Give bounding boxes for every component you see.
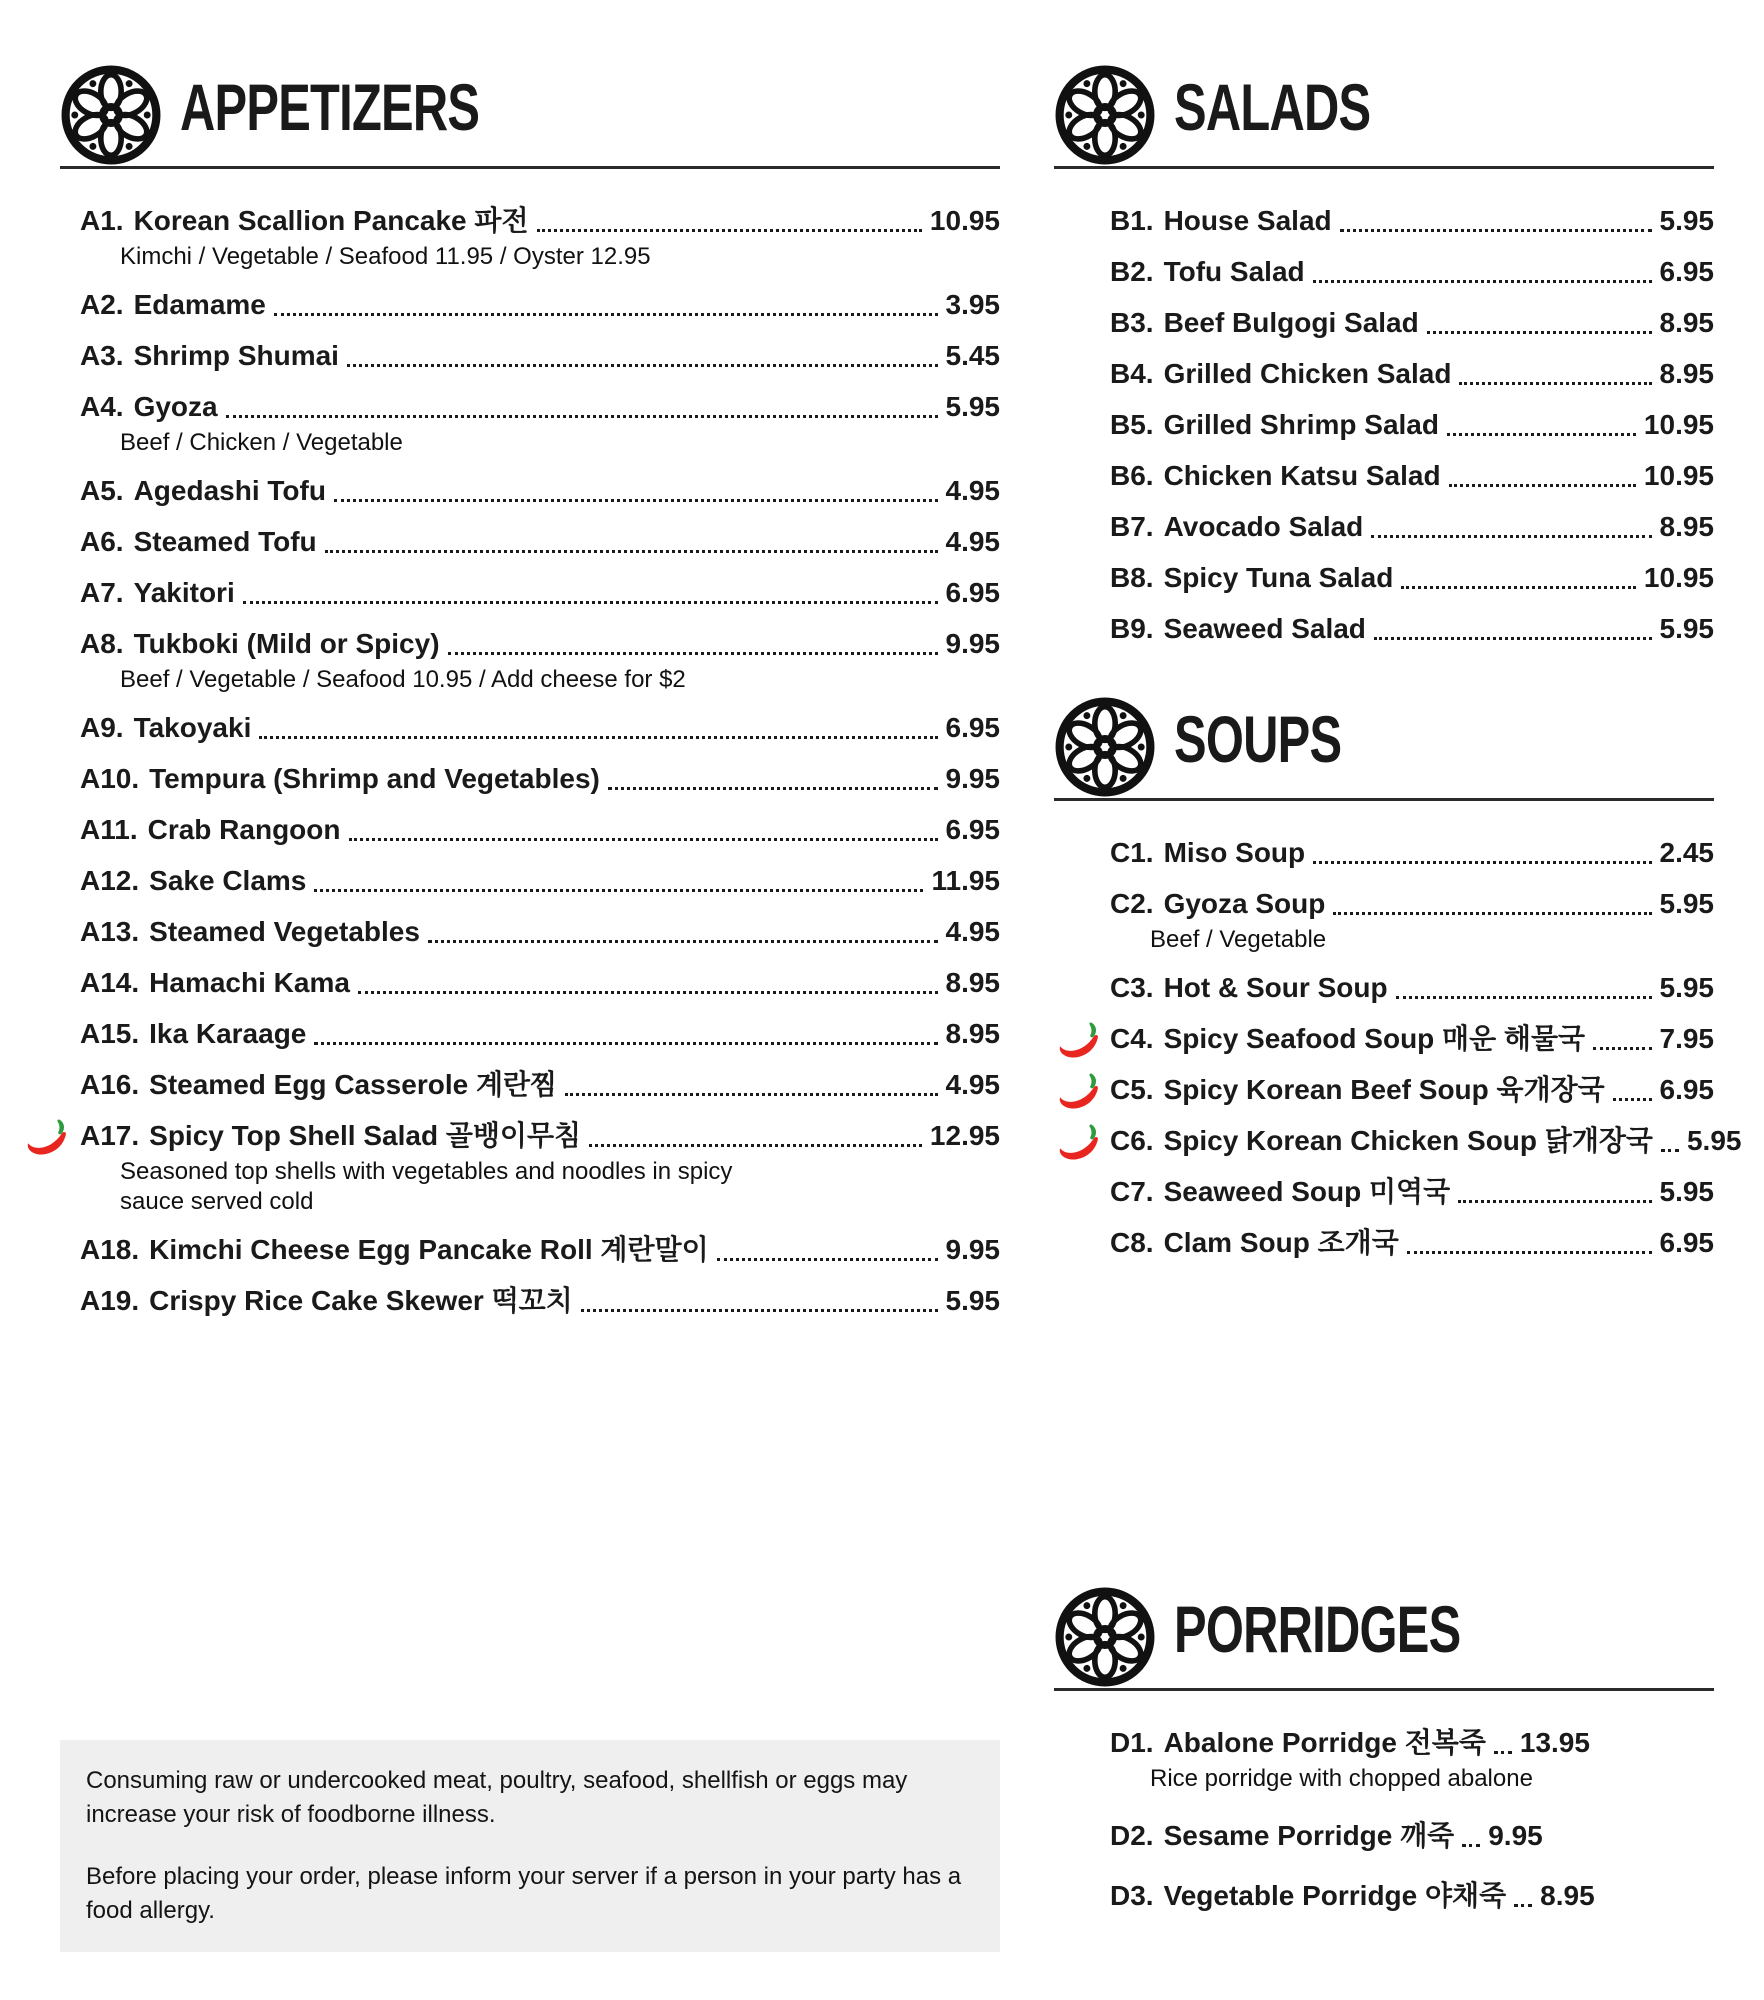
menu-item — [1054, 1878, 1714, 1914]
item-name: Tofu Salad — [1163, 256, 1305, 287]
dot-leader — [334, 499, 938, 502]
menu-item-row — [80, 287, 1000, 323]
menu-item-row — [1110, 1725, 1590, 1761]
menu-item — [1054, 509, 1714, 545]
item-name: Miso Soup — [1163, 837, 1306, 868]
menu-item-row — [1110, 458, 1714, 494]
item-number: B8. — [1110, 562, 1154, 593]
item-name: Spicy Top Shell Salad 골뱅이무침 — [149, 1120, 582, 1151]
menu-item-row — [1110, 1878, 1595, 1914]
item-price: 10.95 — [1643, 409, 1714, 440]
menu-item — [1054, 560, 1714, 596]
left-column — [60, 58, 1000, 2000]
item-number: A11. — [80, 814, 138, 845]
dot-leader — [581, 1309, 938, 1312]
item-price: 9.95 — [945, 1234, 1000, 1265]
item-price: 11.95 — [931, 865, 1000, 896]
dot-leader — [1613, 1098, 1652, 1101]
menu-item-row — [1110, 1123, 1742, 1159]
allergy-notice-line1: Consuming raw or undercooked meat, poultry, seafood, shellfish or eggs may increase your risk of foodborne illness. — [86, 1767, 908, 1828]
dot-leader — [1447, 433, 1636, 436]
dot-leader — [1462, 1844, 1480, 1847]
allergy-notice — [60, 1740, 1000, 1952]
section-appetizers — [60, 58, 1000, 1334]
salads-list — [1054, 203, 1714, 647]
flower-medallion-icon — [1054, 64, 1156, 166]
menu-item — [1054, 1072, 1714, 1108]
menu-item — [60, 1232, 1000, 1268]
menu-item — [1054, 1174, 1714, 1210]
item-price: 5.95 — [1659, 972, 1714, 1003]
dot-leader — [314, 889, 923, 892]
menu-item — [60, 863, 1000, 899]
item-description: Rice porridge with chopped abalone — [1150, 1765, 1533, 1792]
item-name: Ika Karaage — [149, 1018, 307, 1049]
item-number: C6. — [1110, 1125, 1154, 1156]
dot-leader — [1401, 586, 1636, 589]
dot-leader — [349, 838, 938, 841]
item-name: Spicy Tuna Salad — [1163, 562, 1394, 593]
menu-item-row — [1110, 1021, 1714, 1057]
menu-item — [1054, 835, 1714, 871]
item-price: 10.95 — [1643, 460, 1714, 491]
menu-item — [1054, 1021, 1714, 1057]
dot-leader — [226, 415, 938, 418]
chili-pepper-icon — [1056, 1070, 1102, 1112]
dot-leader — [347, 364, 938, 367]
item-number: A6. — [80, 526, 124, 557]
menu-item — [1054, 254, 1714, 290]
item-price: 9.95 — [1488, 1820, 1543, 1851]
menu-item — [60, 710, 1000, 746]
menu-item — [60, 1016, 1000, 1052]
item-name: Hamachi Kama — [149, 967, 350, 998]
menu-item — [1054, 1725, 1714, 1794]
menu-item-row — [80, 1067, 1000, 1103]
menu-item — [1054, 886, 1714, 955]
menu-item — [60, 761, 1000, 797]
menu-item-row — [1110, 886, 1714, 922]
menu-item-row — [1110, 611, 1714, 647]
dot-leader — [1514, 1904, 1532, 1907]
menu-item-row — [80, 914, 1000, 950]
item-number: A19. — [80, 1285, 140, 1316]
item-name: Vegetable Porridge 야채죽 — [1163, 1880, 1507, 1911]
item-name: Edamame — [133, 289, 266, 320]
menu-item-row — [1110, 1072, 1714, 1108]
item-price: 8.95 — [1659, 511, 1714, 542]
dot-leader — [274, 313, 938, 316]
item-price: 5.45 — [945, 340, 1000, 371]
item-number: D1. — [1110, 1727, 1154, 1758]
item-price: 5.95 — [945, 1285, 1000, 1316]
item-price: 8.95 — [945, 967, 1000, 998]
menu-item — [1054, 203, 1714, 239]
item-name: Steamed Egg Casserole 계란찜 — [149, 1069, 558, 1100]
item-name: Yakitori — [133, 577, 235, 608]
item-price: 5.95 — [945, 391, 1000, 422]
item-price: 4.95 — [945, 526, 1000, 557]
dot-leader — [448, 652, 938, 655]
item-price: 8.95 — [945, 1018, 1000, 1049]
item-name: Korean Scallion Pancake 파전 — [133, 205, 529, 236]
menu-item — [60, 338, 1000, 374]
item-number: B4. — [1110, 358, 1154, 389]
item-number: A13. — [80, 916, 140, 947]
menu-item — [60, 965, 1000, 1001]
menu-item-row — [1110, 560, 1714, 596]
section-title: APPETIZERS — [180, 70, 480, 144]
dot-leader — [325, 550, 938, 553]
item-name: Crab Rangoon — [147, 814, 341, 845]
item-description: Beef / Vegetable / Seafood 10.95 / Add cheese for $2 — [120, 666, 686, 693]
menu-item-row — [80, 575, 1000, 611]
item-description: Seasoned top shells with vegetables and noodles in spicy sauce served cold — [120, 1158, 733, 1215]
dot-leader — [1374, 637, 1652, 640]
dot-leader — [1340, 229, 1652, 232]
dot-leader — [428, 940, 938, 943]
dot-leader — [1593, 1047, 1651, 1050]
menu-item — [60, 203, 1000, 272]
item-number: A16. — [80, 1069, 140, 1100]
item-number: B2. — [1110, 256, 1154, 287]
right-column — [1054, 58, 1742, 2000]
menu-item-row — [1110, 356, 1714, 392]
menu-item — [60, 914, 1000, 950]
item-price: 12.95 — [929, 1120, 1000, 1151]
item-price: 9.95 — [945, 763, 1000, 794]
item-name: Kimchi Cheese Egg Pancake Roll 계란말이 — [149, 1234, 709, 1265]
menu-item — [1054, 458, 1714, 494]
item-number: A3. — [80, 340, 124, 371]
item-price: 6.95 — [945, 712, 1000, 743]
menu-item — [60, 1283, 1000, 1319]
item-number: C4. — [1110, 1023, 1154, 1054]
item-name: Avocado Salad — [1163, 511, 1364, 542]
menu-item-row — [80, 863, 1000, 899]
item-price: 10.95 — [929, 205, 1000, 236]
menu-item-row — [80, 338, 1000, 374]
item-number: A1. — [80, 205, 124, 236]
menu-item-row — [1110, 970, 1714, 1006]
menu-item-row — [1110, 407, 1714, 443]
item-price: 5.95 — [1659, 888, 1714, 919]
menu-item-row — [1110, 203, 1714, 239]
dot-leader — [1449, 484, 1636, 487]
menu-item — [60, 389, 1000, 458]
item-number: A5. — [80, 475, 124, 506]
item-number: A18. — [80, 1234, 140, 1265]
item-number: A17. — [80, 1120, 140, 1151]
item-number: B7. — [1110, 511, 1154, 542]
item-name: Chicken Katsu Salad — [1163, 460, 1441, 491]
flower-medallion-icon — [1054, 1586, 1156, 1688]
item-number: C7. — [1110, 1176, 1154, 1207]
item-price: 5.95 — [1686, 1125, 1742, 1156]
menu-item — [60, 287, 1000, 323]
item-name: Hot & Sour Soup — [1163, 972, 1388, 1003]
menu-item — [60, 524, 1000, 560]
item-name: Steamed Vegetables — [149, 916, 420, 947]
item-name: House Salad — [1163, 205, 1332, 236]
item-number: B3. — [1110, 307, 1154, 338]
menu-item-row — [80, 1016, 1000, 1052]
menu-item — [60, 1118, 1000, 1217]
item-price: 8.95 — [1540, 1880, 1595, 1911]
item-price: 5.95 — [1659, 205, 1714, 236]
item-price: 6.95 — [945, 814, 1000, 845]
item-number: A9. — [80, 712, 124, 743]
menu-item — [60, 473, 1000, 509]
item-number: C5. — [1110, 1074, 1154, 1105]
dot-leader — [1661, 1149, 1679, 1152]
menu-item-row — [1110, 1174, 1714, 1210]
menu-item-row — [80, 524, 1000, 560]
item-number: D2. — [1110, 1820, 1154, 1851]
dot-leader — [608, 787, 938, 790]
menu-item-row — [1110, 305, 1714, 341]
item-number: D3. — [1110, 1880, 1154, 1911]
section-title: PORRIDGES — [1174, 1592, 1461, 1666]
section-porridges — [1054, 1580, 1714, 1938]
dot-leader — [1396, 996, 1652, 999]
item-number: A14. — [80, 967, 140, 998]
item-name: Seaweed Soup 미역국 — [1163, 1176, 1451, 1207]
menu-item-row — [1110, 509, 1714, 545]
dot-leader — [1459, 382, 1651, 385]
item-name: Gyoza — [133, 391, 218, 422]
menu-item — [1054, 1818, 1714, 1854]
item-price: 5.95 — [1659, 613, 1714, 644]
item-price: 13.95 — [1519, 1727, 1590, 1758]
item-price: 6.95 — [1659, 1227, 1714, 1258]
menu-item-row — [1110, 1225, 1714, 1261]
item-name: Crispy Rice Cake Skewer 떡꼬치 — [149, 1285, 573, 1316]
item-name: Spicy Korean Beef Soup 육개장국 — [1163, 1074, 1605, 1105]
item-number: B5. — [1110, 409, 1154, 440]
section-title: SOUPS — [1174, 702, 1342, 776]
item-price: 4.95 — [945, 916, 1000, 947]
menu-item — [60, 575, 1000, 611]
menu-item-row — [80, 473, 1000, 509]
menu-item — [60, 812, 1000, 848]
soups-header — [1054, 690, 1714, 801]
item-number: A7. — [80, 577, 124, 608]
item-name: Beef Bulgogi Salad — [1163, 307, 1419, 338]
section-soups — [1054, 690, 1742, 1276]
item-number: A10. — [80, 763, 140, 794]
porridges-list — [1054, 1725, 1714, 1914]
chili-pepper-icon — [1056, 1121, 1102, 1163]
dot-leader — [717, 1258, 938, 1261]
dot-leader — [259, 736, 937, 739]
menu-item-row — [80, 389, 1000, 425]
menu-item-row — [80, 761, 1000, 797]
item-number: B1. — [1110, 205, 1154, 236]
item-number: A4. — [80, 391, 124, 422]
item-number: B9. — [1110, 613, 1154, 644]
item-number: C3. — [1110, 972, 1154, 1003]
dot-leader — [1427, 331, 1652, 334]
dot-leader — [565, 1093, 937, 1096]
item-name: Spicy Korean Chicken Soup 닭개장국 — [1163, 1125, 1653, 1156]
dot-leader — [1333, 912, 1651, 915]
dot-leader — [314, 1042, 937, 1045]
dot-leader — [358, 991, 938, 994]
item-price: 6.95 — [1659, 256, 1714, 287]
menu-item — [1054, 970, 1714, 1006]
item-name: Sesame Porridge 깨죽 — [1163, 1820, 1455, 1851]
menu-item — [1054, 356, 1714, 392]
item-price: 8.95 — [1659, 307, 1714, 338]
menu-item — [1054, 1123, 1742, 1159]
item-price: 7.95 — [1659, 1023, 1714, 1054]
dot-leader — [243, 601, 938, 604]
item-name: Grilled Chicken Salad — [1163, 358, 1452, 389]
menu-item-row — [80, 1232, 1000, 1268]
flower-medallion-icon — [60, 64, 162, 166]
item-number: C2. — [1110, 888, 1154, 919]
menu-item-row — [80, 710, 1000, 746]
flower-medallion-icon — [1054, 696, 1156, 798]
item-name: Tukboki (Mild or Spicy) — [133, 628, 440, 659]
soups-list — [1054, 835, 1742, 1261]
item-number: A2. — [80, 289, 124, 320]
allergy-notice-line2: Before placing your order, please inform your server if a person in your party has a food allergy. — [86, 1863, 962, 1924]
section-salads — [1054, 58, 1714, 662]
item-price: 5.95 — [1659, 1176, 1714, 1207]
menu-item-row — [80, 626, 1000, 662]
menu-item — [1054, 407, 1714, 443]
item-name: Seaweed Salad — [1163, 613, 1366, 644]
chili-pepper-icon — [24, 1116, 70, 1158]
appetizers-header — [60, 58, 1000, 169]
item-description: Beef / Vegetable — [1150, 926, 1327, 953]
item-name: Abalone Porridge 전복죽 — [1163, 1727, 1486, 1758]
item-number: A8. — [80, 628, 124, 659]
item-price: 4.95 — [945, 1069, 1000, 1100]
item-description: Beef / Chicken / Vegetable — [120, 429, 403, 456]
item-number: C8. — [1110, 1227, 1154, 1258]
menu-item-row — [80, 1283, 1000, 1319]
dot-leader — [1313, 861, 1651, 864]
item-number: A12. — [80, 865, 140, 896]
menu-item-row — [80, 203, 1000, 239]
menu-item-row — [1110, 254, 1714, 290]
item-price: 3.95 — [945, 289, 1000, 320]
dot-leader — [1407, 1251, 1652, 1254]
item-price: 4.95 — [945, 475, 1000, 506]
section-title: SALADS — [1174, 70, 1371, 144]
item-number: A15. — [80, 1018, 140, 1049]
item-name: Tempura (Shrimp and Vegetables) — [149, 763, 600, 794]
appetizers-list — [60, 203, 1000, 1319]
item-price: 10.95 — [1643, 562, 1714, 593]
item-number: B6. — [1110, 460, 1154, 491]
menu-item-row — [80, 965, 1000, 1001]
item-name: Shrimp Shumai — [133, 340, 339, 371]
dot-leader — [589, 1144, 922, 1147]
menu-item — [60, 626, 1000, 695]
item-price: 6.95 — [945, 577, 1000, 608]
item-name: Sake Clams — [149, 865, 307, 896]
dot-leader — [1313, 280, 1652, 283]
dot-leader — [1494, 1751, 1512, 1754]
dot-leader — [537, 229, 922, 232]
item-name: Gyoza Soup — [1163, 888, 1326, 919]
item-price: 6.95 — [1659, 1074, 1714, 1105]
item-name: Clam Soup 조개국 — [1163, 1227, 1399, 1258]
menu-item — [1054, 1225, 1714, 1261]
porridges-header — [1054, 1580, 1714, 1691]
menu-item-row — [80, 812, 1000, 848]
item-description: Kimchi / Vegetable / Seafood 11.95 / Oyster 12.95 — [120, 243, 651, 270]
menu-item-row — [1110, 835, 1714, 871]
salads-header — [1054, 58, 1714, 169]
menu-item — [60, 1067, 1000, 1103]
item-number: C1. — [1110, 837, 1154, 868]
menu-item-row — [80, 1118, 1000, 1154]
item-name: Takoyaki — [133, 712, 252, 743]
item-price: 8.95 — [1659, 358, 1714, 389]
dot-leader — [1371, 535, 1651, 538]
chili-pepper-icon — [1056, 1019, 1102, 1061]
item-name: Spicy Seafood Soup 매운 해물국 — [1163, 1023, 1586, 1054]
menu-item-row — [1110, 1818, 1543, 1854]
item-name: Steamed Tofu — [133, 526, 317, 557]
menu-item — [1054, 305, 1714, 341]
item-price: 9.95 — [945, 628, 1000, 659]
menu-item — [1054, 611, 1714, 647]
item-name: Agedashi Tofu — [133, 475, 326, 506]
item-name: Grilled Shrimp Salad — [1163, 409, 1439, 440]
item-price: 2.45 — [1659, 837, 1714, 868]
dot-leader — [1458, 1200, 1651, 1203]
